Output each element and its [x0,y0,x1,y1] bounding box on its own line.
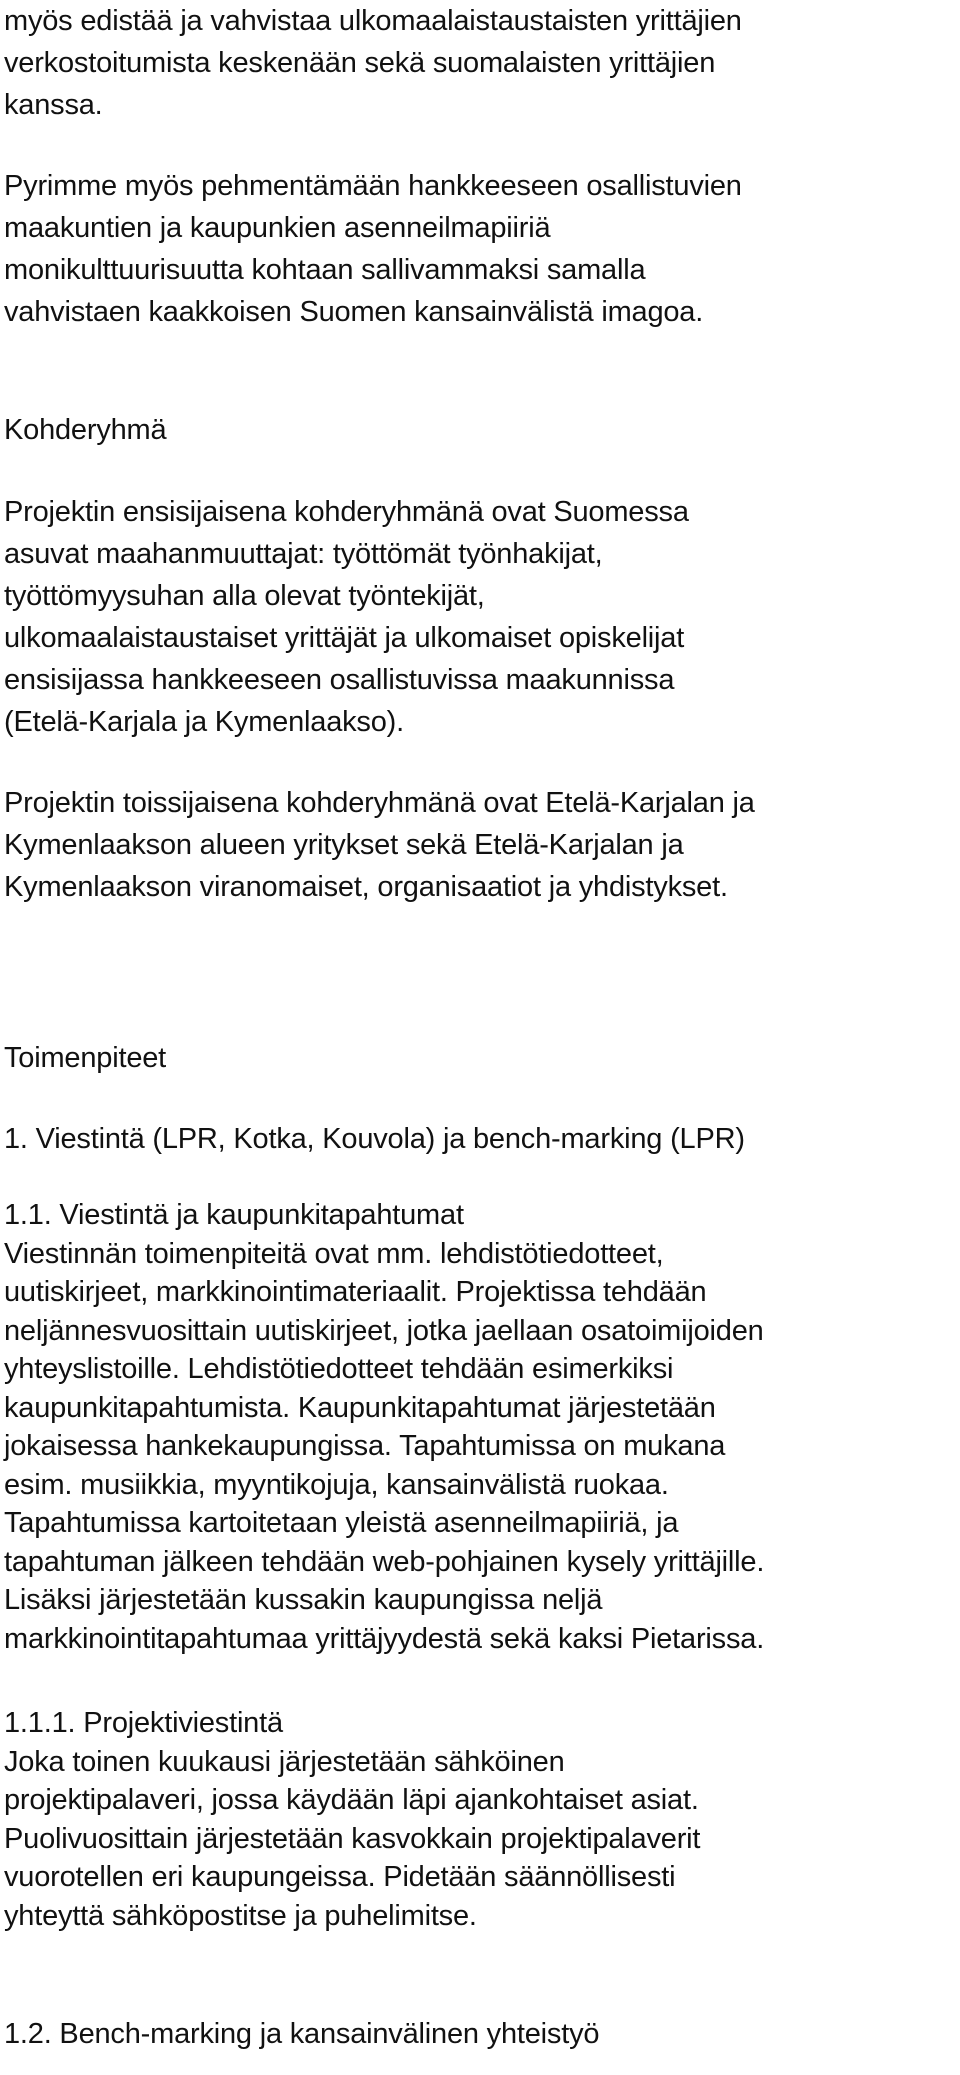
text-line: tapahtuman jälkeen tehdään web-pohjainen kysely yrittäjille. [4,1545,765,1578]
text-line: myös edistää ja vahvistaa ulkomaalaistaustaisten yrittäjien [4,5,742,37]
text-line: markkinointitapahtumaa yrittäjyydestä sekä kaksi Pietarissa. [4,1622,765,1655]
text-line: jokaisessa hankekaupungissa. Tapahtumissa on mukana [4,1430,726,1462]
text-line: Joka toinen kuukausi järjestetään sähköinen [4,1745,565,1778]
attitudes-paragraph [4,165,954,333]
text-line: Kymenlaakson viranomaiset, organisaatiot ja yhdistykset. [4,871,728,903]
text-line: projektipalaveri, jossa käydään läpi ajankohtaiset asiat. [4,1784,699,1816]
section-heading: Toimenpiteet [4,1042,167,1074]
intro-paragraph [4,0,954,126]
text-line: asuvat maahanmuuttajat: työttömät työnhakijat, [4,538,603,570]
section-1-1-1 [4,1704,954,1935]
text-line: vuorotellen eri kaupungeissa. Pidetään säännöllisesti [4,1861,676,1893]
text-line: Tapahtumissa kartoitetaan yleistä asenneilmapiiriä, ja [4,1507,679,1539]
target-group-primary-paragraph [4,491,954,743]
section-1-1 [4,1196,954,1658]
target-group-heading-block [4,409,954,451]
text-line: yhteyttä sähköpostitse ja puhelimitse. [4,1899,477,1932]
text-line: Kymenlaakson alueen yritykset sekä Etelä-Karjalan ja [4,829,684,861]
text-line: kanssa. [4,89,103,121]
text-line: neljännesvuosittain uutiskirjeet, jotka jaellaan osatoimijoiden [4,1314,764,1347]
subsection-title: 1.1. Viestintä ja kaupunkitapahtumat [4,1199,464,1231]
text-line: uutiskirjeet, markkinointimateriaalit. Projektissa tehdään [4,1276,707,1308]
section-1-title: 1. Viestintä (LPR, Kotka, Kouvola) ja bench-marking (LPR) [4,1123,745,1155]
text-line: esim. musiikkia, myyntikojuja, kansainvälistä ruokaa. [4,1468,669,1501]
text-line: Lisäksi järjestetään kussakin kaupungissa neljä [4,1584,603,1616]
text-line: ensisijassa hankkeeseen osallistuvissa maakunnissa [4,664,675,696]
text-line: monikulttuurisuutta kohtaan sallivammaksi samalla [4,254,646,286]
text-line: verkostoitumista keskenään sekä suomalaisten yrittäjien [4,47,716,79]
text-line: ulkomaalaistaustaiset yrittäjät ja ulkomaiset opiskelijat [4,622,685,654]
text-line: kaupunkitapahtumista. Kaupunkitapahtumat järjestetään [4,1391,716,1424]
measures-heading-block [4,1037,954,1079]
text-line: vahvistaen kaakkoisen Suomen kansainvälistä imagoa. [4,296,704,328]
target-group-secondary-paragraph [4,782,954,908]
text-line: Projektin toissijaisena kohderyhmänä ovat Etelä-Karjalan ja [4,787,755,819]
section-heading: Kohderyhmä [4,414,167,446]
text-line: Pyrimme myös pehmentämään hankkeeseen osallistuvien [4,170,742,202]
text-line: työttömyysuhan alla olevat työntekijät, [4,580,485,612]
section-1-2-title-block [4,2013,954,2055]
text-line: (Etelä-Karjala ja Kymenlaakso). [4,706,404,738]
text-line: Viestinnän toimenpiteitä ovat mm. lehdistötiedotteet, [4,1237,664,1270]
text-line: Puolivuosittain järjestetään kasvokkain projektipalaverit [4,1822,701,1855]
subsection-title: 1.1.1. Projektiviestintä [4,1707,283,1739]
section-1-title-block [4,1118,954,1160]
subsection-title: 1.2. Bench-marking ja kansainvälinen yhteistyö [4,2018,600,2050]
text-line: Projektin ensisijaisena kohderyhmänä ovat Suomessa [4,496,689,528]
text-line: yhteyslistoille. Lehdistötiedotteet tehdään esimerkiksi [4,1353,674,1385]
text-line: maakuntien ja kaupunkien asenneilmapiiriä [4,212,551,244]
